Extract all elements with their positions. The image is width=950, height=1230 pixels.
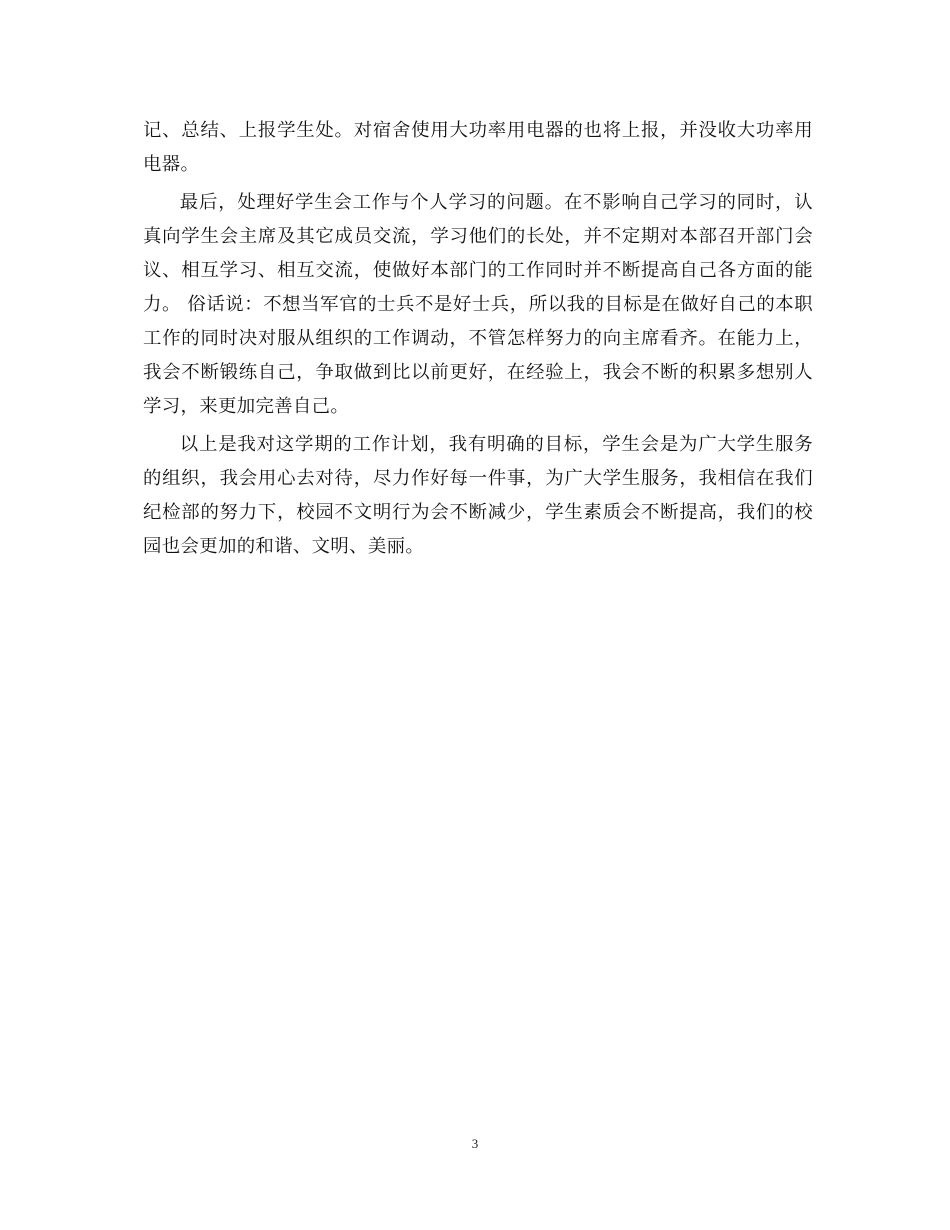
document-body: [143, 114, 813, 568]
page-number: 3: [471, 1136, 479, 1151]
paragraph-conclusion: 以上是我对这学期的工作计划，我有明确的目标，学生会是为广大学生服务的组织，我会用心去对待，尽力作好每一件事，为广大学生服务，我相信在我们纪检部的努力下，校园不文明行为会不断减少，学生素质会不断提高，我们的校园也会更加的和谐、文明、美丽。: [143, 434, 813, 557]
paragraph-student-union-study: 最后，处理好学生会工作与个人学习的问题。在不影响自己学习的同时，认真向学生会主席及其它成员交流，学习他们的长处，并不定期对本部召开部门会议、相互学习、相互交流，使做好本部门的工作同时并不断提高自己各方面的能力。 俗话说：不想当军官的士兵不是好士兵，所以我的目标是在做好自己的本职工作的同时决对服从组织的工作调动，不管怎样努力的向主席看齐。在能力上，我会不断锻练自己，争取做到比以前更好，在经验上，我会不断的积累多想别人学习，来更加完善自己。: [143, 192, 813, 417]
paragraph-continuation: 记、总结、上报学生处。对宿舍使用大功率用电器的也将上报，并没收大功率用电器。: [143, 120, 813, 175]
